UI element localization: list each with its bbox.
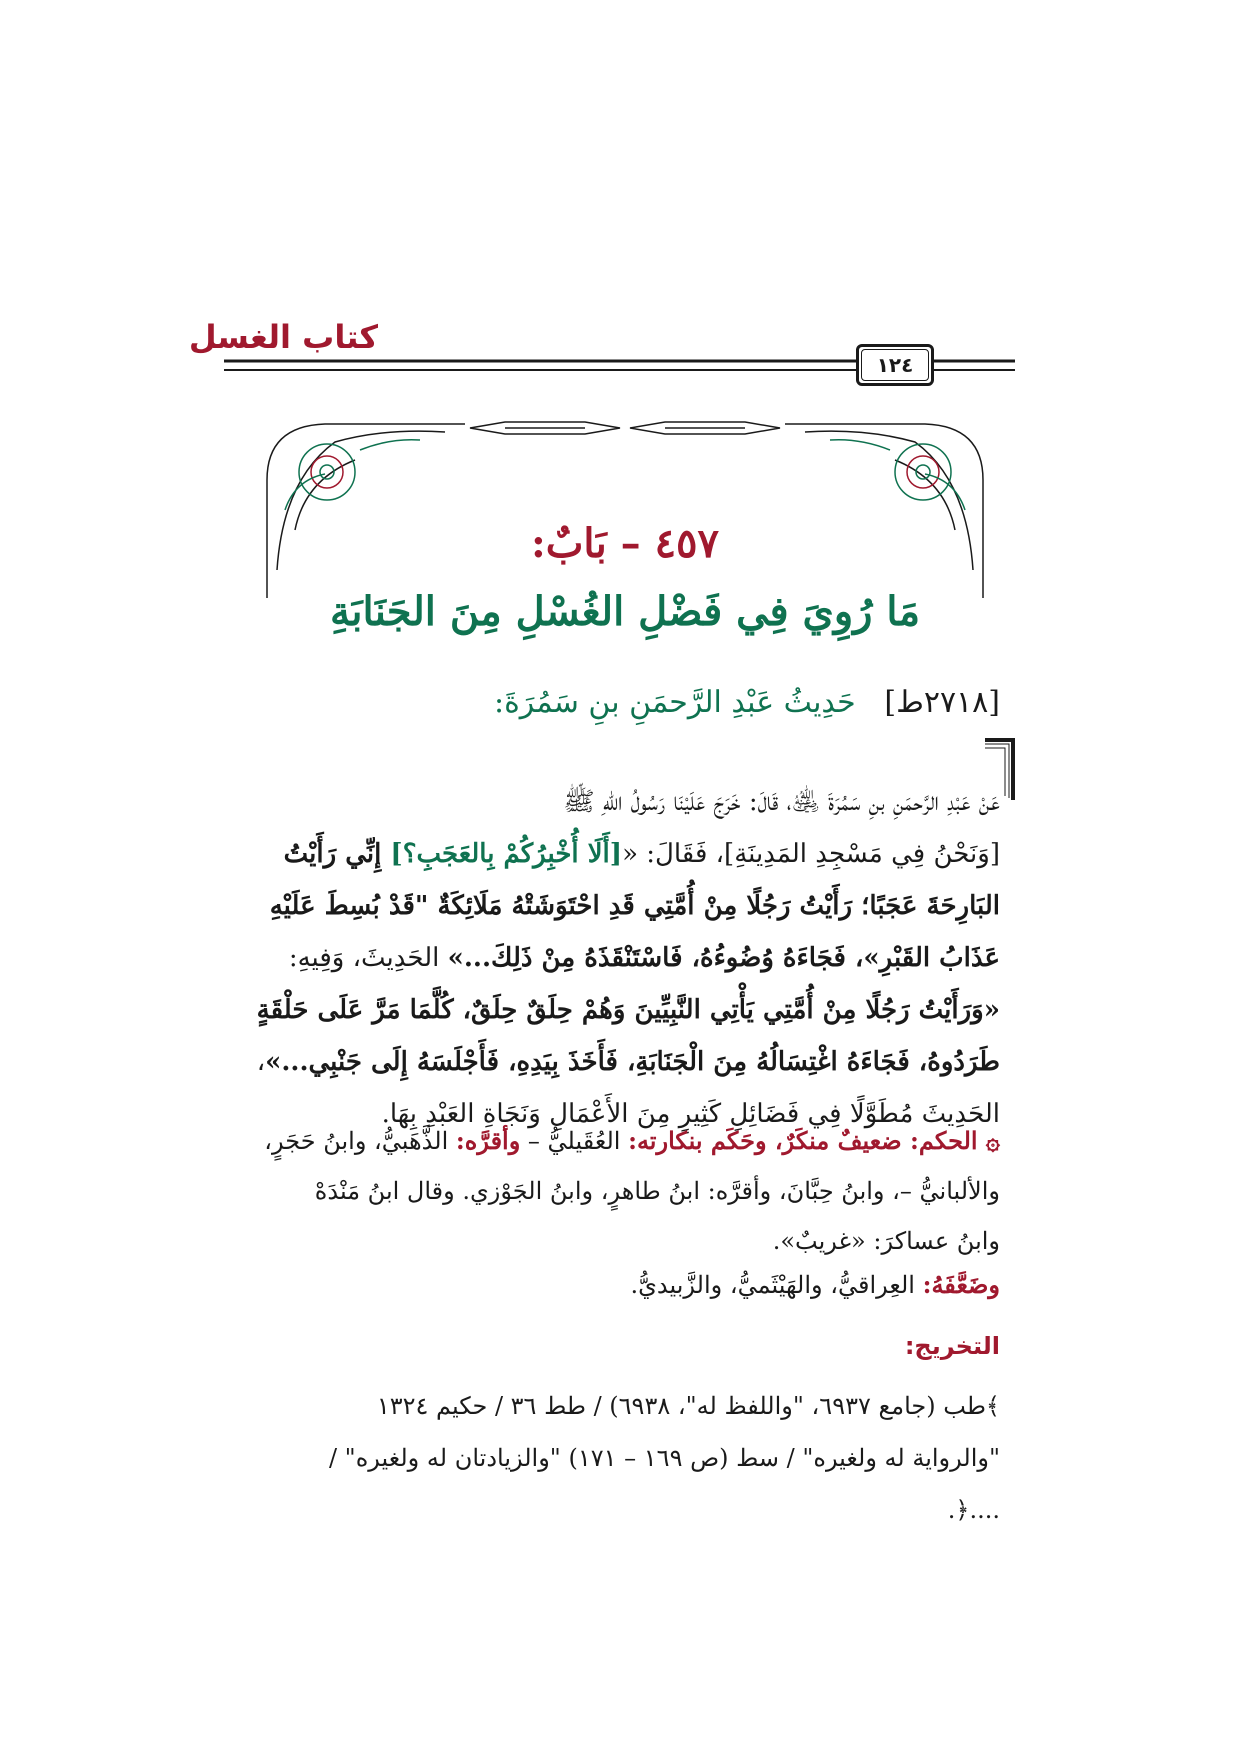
- takhrij-line-2: "والرواية له ولغيره" / سط (ص ١٦٩ – ١٧١) "والزيادتان له ولغيره" /: [328, 1444, 1000, 1472]
- hadith-heading: [494, 685, 1000, 720]
- ruling-line-3: وابنُ عساكرَ: «غريبٌ».: [772, 1227, 1000, 1255]
- floral-corner-right-icon: [785, 424, 983, 598]
- floral-corner-left-icon: [267, 424, 465, 598]
- takhrij-line-3: ....﴿.: [947, 1496, 1000, 1524]
- border-ornament-icon: [470, 422, 780, 434]
- chapter-number: ٤٥٧ – بَابٌ:: [530, 520, 720, 567]
- hadith-heading-text: حَدِيثُ عَبْدِ الرَّحمَنِ بنِ سَمُرَةَ:: [493, 685, 856, 720]
- weakened-text: العِراقيُّ، والهَيْثَميُّ، والزَّبيديُّ.: [630, 1271, 923, 1299]
- header-title: كتاب الغسل: [188, 318, 378, 356]
- hadith-reference: [٢٧١٨ط]: [884, 685, 1000, 720]
- page-number-badge: [856, 344, 934, 386]
- chapter-ornament-frame: [265, 420, 985, 600]
- weakened-label: وضَعَّفَهُ:: [922, 1270, 1000, 1299]
- hadith-line-3: البَارِحَةَ عَجَبًا؛ رَأَيْتُ رَجُلًا مِنْ أُمَّتِي قَدِ احْتَوَشَتْهُ مَلَائِكَةٌ "قَدْ بُسِطَ عَلَيْهِ: [269, 891, 1000, 921]
- hadith-line-6: طَرَدُوهُ، فَجَاءَهُ اغْتِسَالُهُ مِنَ الْجَنَابَةِ، فَأَخَذَ بِيَدِهِ، فَأَجْلَسَهُ إِلَى جَنْبِي...»،: [256, 1047, 1000, 1077]
- takhrij-line-1: ﴾طب (جامع ٦٩٣٧، "واللفظ له"، ٦٩٣٨) / طط ٣٦ / حكيم ١٣٢٤: [376, 1392, 1000, 1420]
- hadith-line-2: [وَنَحْنُ فِي مَسْجِدِ المَدِينَةِ]، فَقَالَ: «[أَلَا أُخْبِرُكُمْ بِالعَجَبِ؟] إِنِّي رَأَيْتُ: [283, 839, 1000, 869]
- takhrij-label: التخريج:: [904, 1332, 1000, 1360]
- hadith-body: [250, 776, 1000, 1140]
- hadith-line-7: الحَدِيثَ مُطَوَّلًا فِي فَضَائِلِ كَثِيرٍ مِنَ الأَعْمَالِ وَنَجَاةِ العَبْدِ بِهَا.: [381, 1099, 1000, 1129]
- takhrij-body: [200, 1380, 1000, 1536]
- hadith-line-5: «وَرَأَيْتُ رَجُلًا مِنْ أُمَّتِي يَأْتِي النَّبِيِّينَ وَهُمْ حِلَقٌ حِلَقٌ، كُلَّمَا مَرَّ عَلَى حَلْقَةٍ: [256, 995, 1000, 1025]
- page-number: ١٢٤: [876, 353, 914, 377]
- ruling-line-1: ۞ الحكم: ضعيفٌ منكَرٌ، وحَكَم بنكارته: العُقَيليُّ – وأقرَّه: الذَّهَبيُّ، وابنُ حَجَرٍ،: [264, 1126, 1000, 1155]
- weakened-by: [631, 1270, 1001, 1299]
- hadith-line-1: عَنْ عَبْدِ الرَّحمَنِ بنِ سَمُرَةَ ﵁، قَالَ: خَرَجَ عَلَيْنَا رَسُولُ اللهِ ﷺ: [563, 787, 1000, 817]
- ruling-line-2: والألبانيُّ –، وابنُ حِبَّانَ، وأقرَّه: ابنُ طاهرٍ، وابنُ الجَوْزي. وقال ابنُ مَنْدَهْ: [314, 1177, 1000, 1205]
- hadith-line-4: عَذَابُ القَبْرِ»، فَجَاءَهُ وُضُوءُهُ، فَاسْتَنْقَذَهُ مِنْ ذَلِكَ...» الحَدِيثَ، وَفِيهِ:: [288, 943, 1000, 973]
- ruling-section: [240, 1116, 1000, 1266]
- chapter-title: مَا رُوِيَ فِي فَضْلِ الغُسْلِ مِنَ الجَنَابَةِ: [329, 588, 921, 635]
